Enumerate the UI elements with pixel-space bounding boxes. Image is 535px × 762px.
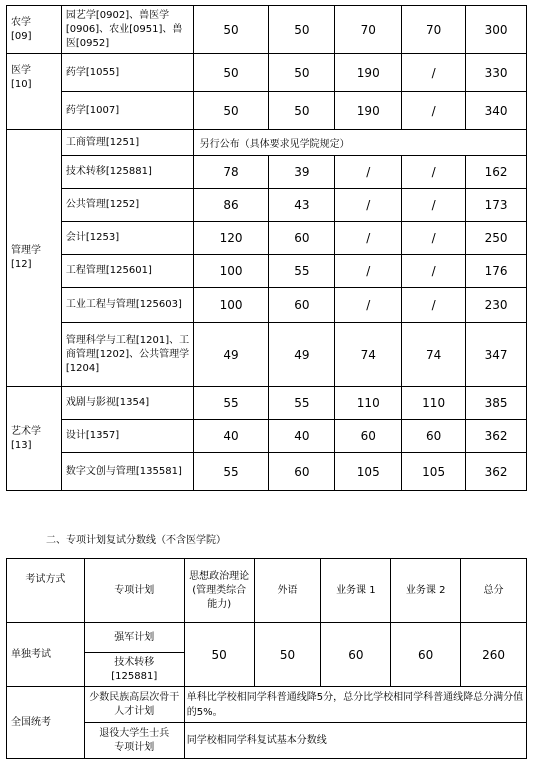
score-course1: 60	[335, 420, 402, 453]
score-politics: 50	[193, 54, 269, 92]
major-name: 园艺学[0902]、兽医学[0906]、农业[0951]、兽医[0952]	[61, 6, 193, 54]
table-row	[7, 130, 527, 156]
table-row	[7, 255, 527, 288]
score-politics: 50	[193, 92, 269, 130]
major-name: 工业工程与管理[125603]	[61, 288, 193, 323]
table-row	[7, 687, 527, 723]
header-row	[7, 559, 527, 623]
major-name: 药学[1007]	[61, 92, 193, 130]
score-foreign: 40	[269, 420, 335, 453]
major-name: 会计[1253]	[61, 222, 193, 255]
rule-text: 同学校相同学科复试基本分数线	[184, 723, 526, 759]
table-row	[7, 420, 527, 453]
score-course2: /	[402, 54, 466, 92]
score-politics: 100	[193, 288, 269, 323]
table-row	[7, 453, 527, 491]
table-row	[7, 623, 527, 653]
score-total: 362	[466, 420, 527, 453]
table-row	[7, 189, 527, 222]
plan-name: 退役大学生士兵专项计划	[84, 723, 184, 759]
mode-single: 单独考试	[7, 623, 85, 687]
section-title: 二、专项计划复试分数线（不含医学院）	[46, 535, 226, 546]
score-course1: 190	[335, 54, 402, 92]
table-row	[7, 6, 527, 54]
score-course1: /	[335, 222, 402, 255]
score-course1: /	[335, 255, 402, 288]
score-table-main	[6, 5, 527, 491]
score-course2: /	[402, 222, 466, 255]
header-course2: 业务课 2	[391, 559, 461, 623]
table-row	[7, 723, 527, 759]
category-medicine: 医学 [10]	[7, 54, 62, 130]
score-course2: 74	[402, 323, 466, 387]
major-name: 工商管理[1251]	[61, 130, 193, 156]
score-course2: 60	[391, 623, 461, 687]
score-politics: 49	[193, 323, 269, 387]
score-total: 173	[466, 189, 527, 222]
major-name: 数字文创与管理[135581]	[61, 453, 193, 491]
score-course1: 60	[321, 623, 391, 687]
score-foreign: 50	[269, 54, 335, 92]
major-name: 工程管理[125601]	[61, 255, 193, 288]
table-row	[7, 323, 527, 387]
score-foreign: 60	[269, 288, 335, 323]
plan-name: 技术转移[125881]	[84, 653, 184, 687]
major-name: 设计[1357]	[61, 420, 193, 453]
score-course2: /	[402, 92, 466, 130]
category-management: 管理学 [12]	[7, 130, 62, 387]
score-course1: /	[335, 288, 402, 323]
score-course2: /	[402, 156, 466, 189]
score-course2: 60	[402, 420, 466, 453]
major-name: 公共管理[1252]	[61, 189, 193, 222]
major-name: 管理科学与工程[1201]、工商管理[1202]、公共管理学[1204]	[61, 323, 193, 387]
score-course1: 70	[335, 6, 402, 54]
score-course2: 105	[402, 453, 466, 491]
score-politics: 120	[193, 222, 269, 255]
score-course1: /	[335, 156, 402, 189]
score-course2: /	[402, 288, 466, 323]
score-politics: 55	[193, 453, 269, 491]
table-row	[7, 54, 527, 92]
score-politics: 50	[184, 623, 254, 687]
score-politics: 40	[193, 420, 269, 453]
major-name: 技术转移[125881]	[61, 156, 193, 189]
category-arts: 艺术学 [13]	[7, 387, 62, 491]
score-total: 250	[466, 222, 527, 255]
score-course1: 110	[335, 387, 402, 420]
score-total: 340	[466, 92, 527, 130]
score-course1: 74	[335, 323, 402, 387]
score-foreign: 55	[269, 255, 335, 288]
score-total: 162	[466, 156, 527, 189]
score-politics: 86	[193, 189, 269, 222]
score-politics: 55	[193, 387, 269, 420]
table-row	[7, 156, 527, 189]
score-course1: /	[335, 189, 402, 222]
score-total: 230	[466, 288, 527, 323]
score-total: 300	[466, 6, 527, 54]
score-total: 176	[466, 255, 527, 288]
category-agriculture: 农学 [09]	[7, 6, 62, 54]
score-politics: 50	[193, 6, 269, 54]
table-row	[7, 92, 527, 130]
major-name: 药学[1055]	[61, 54, 193, 92]
score-course2: 110	[402, 387, 466, 420]
score-course1: 105	[335, 453, 402, 491]
score-course1: 190	[335, 92, 402, 130]
header-plan: 专项计划	[84, 559, 184, 623]
plan-name: 强军计划	[84, 623, 184, 653]
score-total: 260	[461, 623, 527, 687]
score-foreign: 50	[254, 623, 321, 687]
special-plan-table	[6, 558, 527, 759]
rule-text: 单科比学校相同学科普通线降5分，总分比学校相同学科普通线降总分满分值的5%。	[184, 687, 526, 723]
score-foreign: 49	[269, 323, 335, 387]
score-total: 362	[466, 453, 527, 491]
score-course2: /	[402, 255, 466, 288]
mode-national: 全国统考	[7, 687, 85, 759]
score-foreign: 50	[269, 92, 335, 130]
score-total: 347	[466, 323, 527, 387]
score-foreign: 39	[269, 156, 335, 189]
major-name: 戏剧与影视[1354]	[61, 387, 193, 420]
score-politics: 100	[193, 255, 269, 288]
score-politics: 78	[193, 156, 269, 189]
plan-name: 少数民族高层次骨干人才计划	[84, 687, 184, 723]
score-course2: /	[402, 189, 466, 222]
header-exam-mode: 考试方式	[7, 559, 85, 623]
table-row	[7, 387, 527, 420]
score-course2: 70	[402, 6, 466, 54]
header-politics: 思想政治理论(管理类综合能力)	[184, 559, 254, 623]
header-foreign: 外语	[254, 559, 321, 623]
header-course1: 业务课 1	[321, 559, 391, 623]
score-foreign: 60	[269, 222, 335, 255]
table-row	[7, 288, 527, 323]
score-foreign: 43	[269, 189, 335, 222]
score-foreign: 50	[269, 6, 335, 54]
header-total: 总分	[461, 559, 527, 623]
score-total: 385	[466, 387, 527, 420]
score-total: 330	[466, 54, 527, 92]
score-foreign: 55	[269, 387, 335, 420]
table-row	[7, 222, 527, 255]
score-foreign: 60	[269, 453, 335, 491]
note-text: 另行公布（具体要求见学院规定）	[193, 130, 526, 156]
